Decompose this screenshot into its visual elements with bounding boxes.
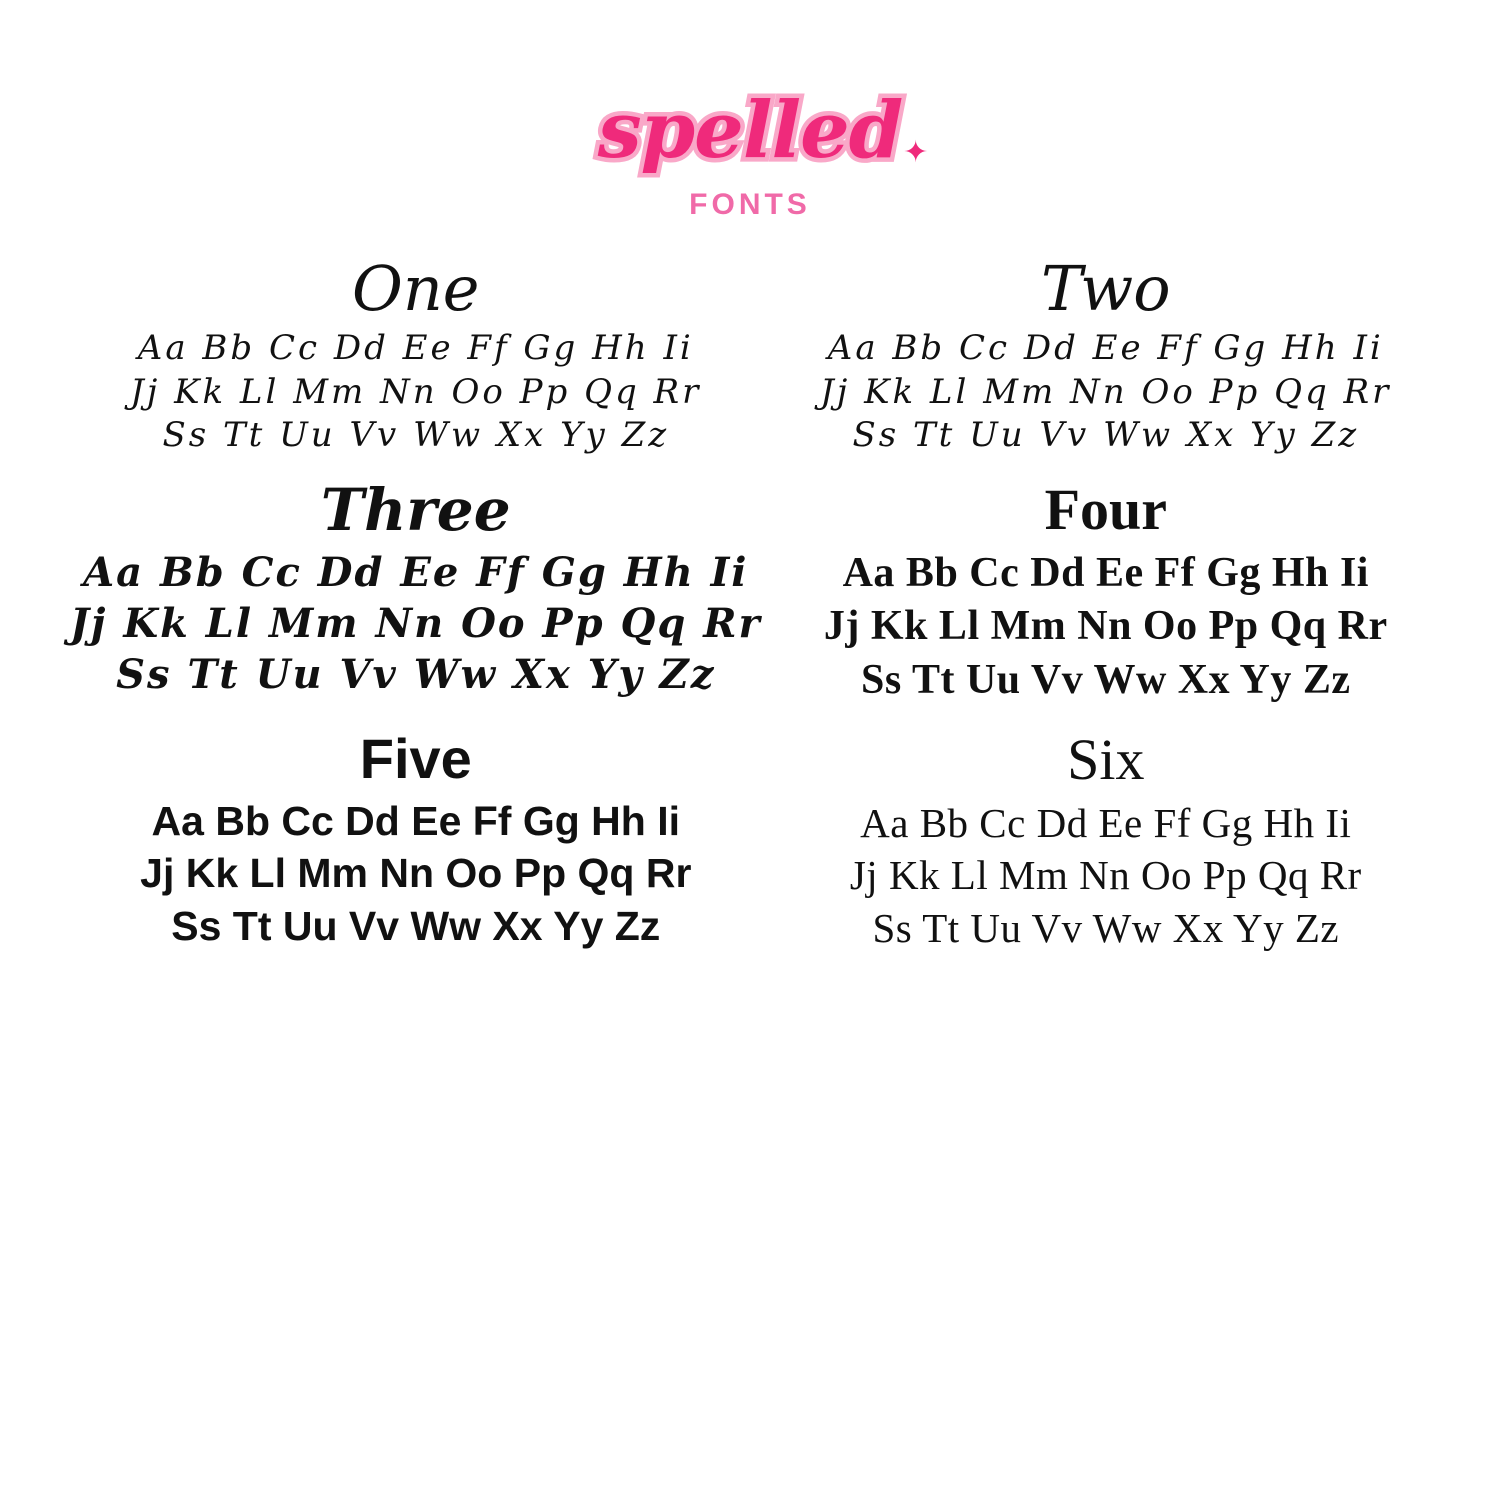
font-sample-name: Three xyxy=(320,475,511,544)
sparkle-star-icon: ✦ xyxy=(903,136,929,169)
font-sample-name: Two xyxy=(1041,252,1171,325)
alphabet-row: Jj Kk Ll Mm Nn Oo Pp Qq Rr xyxy=(849,852,1362,899)
alphabet-row: Ss Tt Uu Vv Ww Xx Yy Zz xyxy=(162,415,670,456)
alphabet-row: Aa Bb Cc Dd Ee Ff Gg Hh Ii xyxy=(137,328,694,369)
font-sample-five xyxy=(60,726,772,954)
font-sample-six xyxy=(772,726,1440,954)
font-sample-four xyxy=(772,476,1440,708)
font-sample-alphabet xyxy=(782,797,1430,954)
brand-logo xyxy=(597,85,929,176)
font-sample-alphabet xyxy=(70,327,762,458)
header xyxy=(0,0,1500,222)
font-sample-two xyxy=(772,252,1440,458)
alphabet-row: Aa Bb Cc Dd Ee Ff Gg Hh Ii xyxy=(842,549,1369,596)
alphabet-row: Ss Tt Uu Vv Ww Xx Yy Zz xyxy=(852,415,1360,456)
alphabet-row: Ss Tt Uu Vv Ww Xx Yy Zz xyxy=(116,650,716,698)
brand-wordmark: spelled xyxy=(597,85,903,176)
font-sample-three xyxy=(60,475,772,708)
alphabet-row: Aa Bb Cc Dd Ee Ff Gg Hh Ii xyxy=(827,328,1384,369)
alphabet-row: Ss Tt Uu Vv Ww Xx Yy Zz xyxy=(861,657,1351,704)
alphabet-row: Ss Tt Uu Vv Ww Xx Yy Zz xyxy=(872,904,1340,951)
font-sample-alphabet xyxy=(70,795,762,952)
alphabet-row: Jj Kk Ll Mm Nn Oo Pp Qq Rr xyxy=(820,371,1392,412)
font-sample-name: Four xyxy=(1044,476,1167,542)
alphabet-row: Jj Kk Ll Mm Nn Oo Pp Qq Rr xyxy=(140,850,692,897)
font-sample-one xyxy=(60,252,772,458)
page-subtitle: FONTS xyxy=(689,188,811,221)
font-sample-alphabet xyxy=(782,327,1430,458)
font-sample-alphabet xyxy=(782,547,1430,708)
alphabet-row: Jj Kk Ll Mm Nn Oo Pp Qq Rr xyxy=(130,371,702,412)
alphabet-row: Aa Bb Cc Dd Ee Ff Gg Hh Ii xyxy=(860,799,1352,846)
alphabet-row: Jj Kk Ll Mm Nn Oo Pp Qq Rr xyxy=(823,603,1388,650)
font-sample-name: One xyxy=(352,252,480,325)
alphabet-row: Jj Kk Ll Mm Nn Oo Pp Qq Rr xyxy=(70,599,762,647)
alphabet-row: Aa Bb Cc Dd Ee Ff Gg Hh Ii xyxy=(83,548,749,596)
font-sample-name: Five xyxy=(359,726,472,790)
font-sample-name: Six xyxy=(1067,726,1145,792)
alphabet-row: Ss Tt Uu Vv Ww Xx Yy Zz xyxy=(171,902,661,949)
font-sample-alphabet xyxy=(70,547,762,701)
font-sample-grid xyxy=(0,252,1500,954)
alphabet-row: Aa Bb Cc Dd Ee Ff Gg Hh Ii xyxy=(151,797,681,844)
